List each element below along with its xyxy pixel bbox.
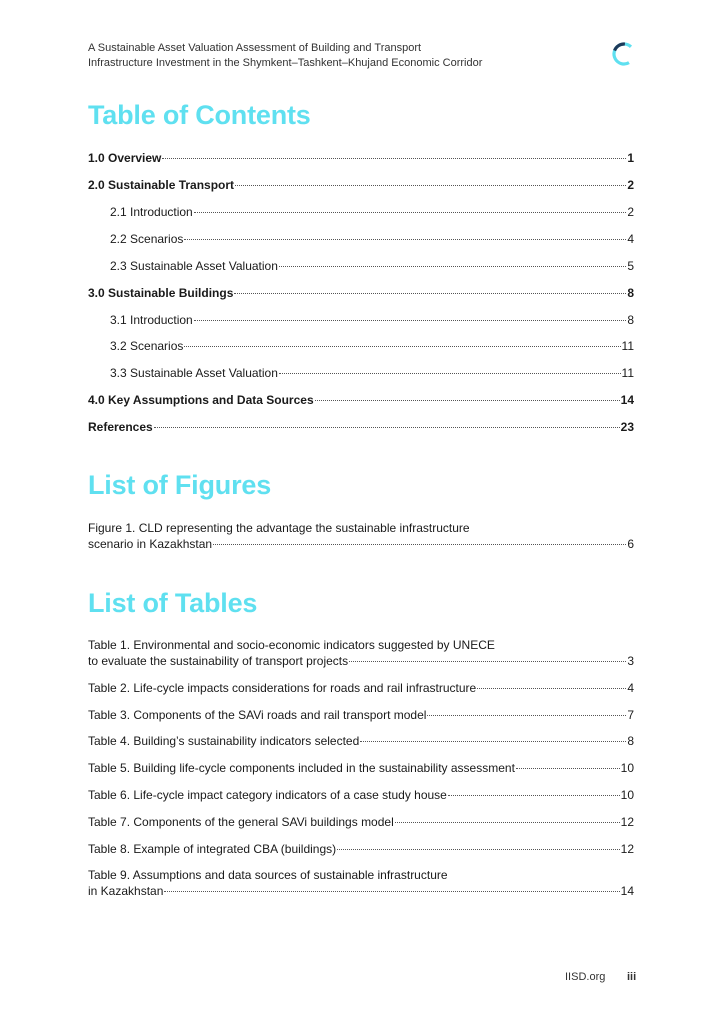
toc-entry[interactable] xyxy=(110,259,634,274)
toc-entry-label: 1.0 Overview xyxy=(88,151,162,165)
toc-entry-label: 3.3 Sustainable Asset Valuation xyxy=(110,366,278,380)
toc-entry-page: 1 xyxy=(627,151,634,165)
toc-entry-label: 2.3 Sustainable Asset Valuation xyxy=(110,259,278,273)
toc-entry[interactable] xyxy=(88,178,634,193)
table-entry-line-2: to evaluate the sustainability of transport projects xyxy=(88,654,349,668)
leader-dots xyxy=(279,373,621,374)
table-entry[interactable] xyxy=(88,842,634,857)
leader-dots xyxy=(184,346,620,347)
leader-dots xyxy=(154,427,620,428)
toc-entry-page: 2 xyxy=(627,205,634,219)
leader-dots xyxy=(395,822,620,823)
toc-entry-page: 11 xyxy=(621,366,634,380)
leader-dots xyxy=(315,400,620,401)
table-entry-page: 12 xyxy=(620,842,634,856)
leader-dots xyxy=(448,795,620,796)
table-entry-label: Table 5. Building life-cycle components included in the sustainability assessment xyxy=(88,761,515,775)
toc-entry-label: 2.1 Introduction xyxy=(110,205,193,219)
table-entry-line-1: Table 1. Environmental and socio-economic indicators suggested by UNECE xyxy=(88,638,495,652)
toc-entry-label: 4.0 Key Assumptions and Data Sources xyxy=(88,393,314,407)
toc-entry[interactable] xyxy=(88,151,634,166)
iisd-logo-icon xyxy=(611,41,637,67)
toc-entry-label: 3.1 Introduction xyxy=(110,313,193,327)
toc-entry-page: 5 xyxy=(627,259,634,273)
toc-entry-page: 23 xyxy=(620,420,634,434)
leader-dots xyxy=(234,293,626,294)
figure-entry-line-2: scenario in Kazakhstan xyxy=(88,537,213,551)
figure-entry[interactable] xyxy=(88,520,634,552)
table-entry-page: 10 xyxy=(620,761,634,775)
toc-entry-page: 2 xyxy=(627,178,634,192)
leader-dots xyxy=(213,544,626,545)
toc-entry[interactable] xyxy=(88,420,634,435)
header-line-1: A Sustainable Asset Valuation Assessment of Building and Transport xyxy=(88,42,422,54)
figure-entry-page: 6 xyxy=(627,537,634,551)
table-entry-label: Table 3. Components of the SAVi roads and rail transport model xyxy=(88,708,427,722)
table-entry-label: Table 8. Example of integrated CBA (buildings) xyxy=(88,842,337,856)
toc-entry[interactable] xyxy=(110,339,634,354)
leader-dots xyxy=(279,266,626,267)
table-entry-page: 4 xyxy=(627,681,634,695)
leader-dots xyxy=(427,715,626,716)
table-entry-page: 8 xyxy=(627,734,634,748)
running-header xyxy=(88,41,568,71)
table-entry[interactable] xyxy=(88,734,634,749)
leader-dots xyxy=(235,185,626,186)
table-entry[interactable] xyxy=(88,788,634,803)
toc-entry-label: 3.2 Scenarios xyxy=(110,339,184,353)
table-entry[interactable] xyxy=(88,681,634,696)
leader-dots xyxy=(337,849,620,850)
toc-entry-label: References xyxy=(88,420,153,434)
toc-entry-label: 3.0 Sustainable Buildings xyxy=(88,286,234,300)
toc-entry[interactable] xyxy=(88,286,634,301)
table-entry-label: Table 4. Building’s sustainability indicators selected xyxy=(88,734,360,748)
tables-title: List of Tables xyxy=(88,588,258,618)
leader-dots xyxy=(194,212,627,213)
table-entry[interactable] xyxy=(88,637,634,669)
leader-dots xyxy=(477,688,626,689)
table-entry-page: 7 xyxy=(627,708,634,722)
table-entry-page: 10 xyxy=(620,788,634,802)
table-entry-label: Table 6. Life-cycle impact category indicators of a case study house xyxy=(88,788,447,802)
toc-entry[interactable] xyxy=(110,366,634,381)
toc-entry[interactable] xyxy=(110,205,634,220)
table-entry-page: 14 xyxy=(620,884,634,898)
toc-entry[interactable] xyxy=(110,232,634,247)
toc-entry[interactable] xyxy=(110,313,634,328)
leader-dots xyxy=(516,768,620,769)
footer-page-number: iii xyxy=(627,971,637,983)
toc-entry-page: 14 xyxy=(620,393,634,407)
toc-entry-page: 8 xyxy=(627,313,634,327)
toc-entry-page: 11 xyxy=(621,339,634,353)
table-entry[interactable] xyxy=(88,761,634,776)
table-entry-label: Table 7. Components of the general SAVi buildings model xyxy=(88,815,394,829)
leader-dots xyxy=(162,158,626,159)
header-line-2: Infrastructure Investment in the Shymkent–Tashkent–Khujand Economic Corridor xyxy=(88,57,483,69)
figures-title: List of Figures xyxy=(88,470,272,500)
table-entry-line-2: in Kazakhstan xyxy=(88,884,164,898)
leader-dots xyxy=(194,320,627,321)
table-entry[interactable] xyxy=(88,815,634,830)
table-entry-line-1: Table 9. Assumptions and data sources of sustainable infrastructure xyxy=(88,868,448,882)
table-entry-label: Table 2. Life-cycle impacts considerations for roads and rail infrastructure xyxy=(88,681,477,695)
leader-dots xyxy=(164,891,619,892)
toc-title: Table of Contents xyxy=(88,100,311,130)
toc-entry-page: 8 xyxy=(627,286,634,300)
table-entry[interactable] xyxy=(88,867,634,899)
toc-entry-label: 2.2 Scenarios xyxy=(110,232,184,246)
leader-dots xyxy=(184,239,626,240)
table-entry-page: 12 xyxy=(620,815,634,829)
figure-entry-line-1: Figure 1. CLD representing the advantage the sustainable infrastructure xyxy=(88,521,470,535)
toc-entry[interactable] xyxy=(88,393,634,408)
leader-dots xyxy=(360,741,626,742)
toc-entry-label: 2.0 Sustainable Transport xyxy=(88,178,235,192)
footer-site-link[interactable]: IISD.org xyxy=(565,971,606,983)
toc-entry-page: 4 xyxy=(627,232,634,246)
table-entry[interactable] xyxy=(88,708,634,723)
table-entry-page: 3 xyxy=(627,654,634,668)
leader-dots xyxy=(349,661,626,662)
